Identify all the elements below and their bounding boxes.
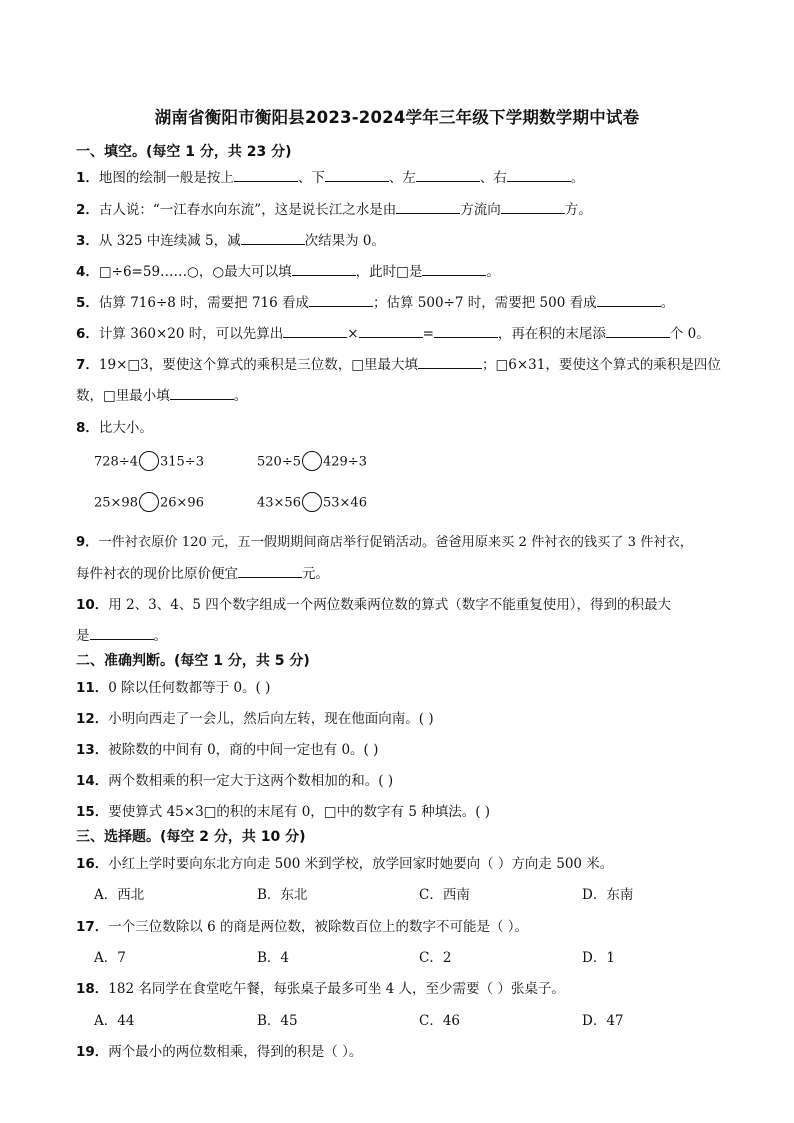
- question-text: 方流向: [460, 202, 501, 218]
- question-number: 9．: [76, 535, 99, 550]
- answer-blank[interactable]: [418, 356, 482, 369]
- option-a[interactable]: A．7: [94, 950, 126, 966]
- compare-left: 520÷5: [257, 454, 301, 470]
- option-d[interactable]: D．东南: [582, 887, 634, 903]
- question-4: [76, 260, 500, 280]
- question-16: [76, 852, 613, 872]
- question-14: [76, 769, 393, 789]
- question-text: 、右: [479, 170, 507, 186]
- answer-blank[interactable]: [606, 325, 670, 338]
- question-18: [76, 977, 565, 997]
- question-text: 每件衬衣的现价比原价便宜: [76, 566, 238, 582]
- compare-right: 53×46: [322, 495, 367, 511]
- question-9: [76, 531, 693, 550]
- question-text: 个 0。: [669, 326, 710, 342]
- answer-blank[interactable]: [507, 169, 571, 182]
- question-text: 用 2、3、4、5 四个数字组成一个两位数乘两位数的算式（数字不能重复使用），得到的积最大: [108, 597, 671, 613]
- section-fill-blank-heading: 一、填空。(每空 1 分，共 23 分): [76, 144, 292, 160]
- question-text: ，此时□是: [355, 264, 423, 280]
- compare-left: 25×98: [94, 495, 138, 511]
- compare-item: [257, 452, 367, 472]
- question-number: 14．: [76, 773, 109, 789]
- compare-circle[interactable]: [139, 451, 159, 471]
- section-judgement-heading: 二、准确判断。(每空 1 分，共 5 分): [76, 653, 310, 669]
- answer-blank[interactable]: [359, 325, 423, 338]
- answer-blank[interactable]: [241, 232, 305, 245]
- question-2: [76, 198, 592, 218]
- question-number: 15．: [76, 804, 109, 820]
- section-choice-heading: 三、选择题。(每空 2 分，共 10 分): [76, 829, 306, 845]
- question-text: 估算 716÷8 时，需要把 716 看成: [98, 295, 310, 311]
- question-text: 小明向西走了一会儿，然后向左转，现在他面向南。( ): [108, 711, 434, 727]
- answer-blank[interactable]: [416, 169, 480, 182]
- question-text: ×: [347, 326, 359, 342]
- compare-right: 315÷3: [159, 454, 204, 470]
- question-11: [76, 676, 270, 696]
- question-text: □÷6=59……○，○最大可以填: [98, 264, 292, 280]
- question-text: 0 除以任何数都等于 0。( ): [108, 680, 271, 696]
- question-text: 一个三位数除以 6 的商是两位数，被除数百位上的数字不可能是（ ）。: [108, 919, 529, 935]
- compare-item: [94, 493, 204, 513]
- question-7: [76, 353, 721, 373]
- question-17: [76, 915, 528, 935]
- question-text: 。: [570, 170, 585, 186]
- compare-right: 429÷3: [322, 454, 367, 470]
- question-text: 。: [486, 264, 500, 280]
- question-text: 182 名同学在食堂吃午餐，每张桌子最多可坐 4 人，至少需要（ ）张桌子。: [108, 981, 565, 997]
- question-13: [76, 738, 378, 758]
- question-number: 19．: [76, 1044, 109, 1060]
- question-number: 1．: [76, 170, 99, 186]
- question-text: 地图的绘制一般是按上: [98, 170, 234, 186]
- question-text: 、左: [388, 170, 416, 186]
- question-text: 是: [76, 628, 90, 644]
- question-text: 两个最小的两位数相乘，得到的积是（ ）。: [108, 1044, 363, 1060]
- compare-left: 728÷4: [94, 454, 138, 470]
- question-10-continued: [76, 624, 167, 644]
- question-number: 11．: [76, 680, 109, 696]
- answer-blank[interactable]: [597, 294, 661, 307]
- question-number: 10．: [76, 597, 109, 613]
- compare-item: [94, 452, 204, 472]
- question-19: [76, 1040, 362, 1060]
- answer-blank[interactable]: [90, 627, 154, 640]
- question-text: 、下: [297, 170, 325, 186]
- answer-blank[interactable]: [501, 201, 565, 214]
- answer-blank[interactable]: [434, 325, 498, 338]
- option-c[interactable]: C．2: [419, 950, 452, 966]
- question-12: [76, 707, 434, 727]
- compare-circle[interactable]: [302, 451, 322, 471]
- answer-blank[interactable]: [325, 169, 389, 182]
- answer-blank[interactable]: [283, 325, 347, 338]
- question-5: [76, 291, 674, 311]
- question-text: 小红上学时要向东北方向走 500 米到学校，放学回家时她要向（ ）方向走 500 米。: [108, 856, 614, 872]
- question-number: 2．: [76, 202, 99, 218]
- compare-circle[interactable]: [302, 492, 322, 512]
- answer-blank[interactable]: [292, 263, 356, 276]
- question-1: [76, 166, 584, 186]
- compare-right: 26×96: [159, 495, 204, 511]
- question-text: 元。: [302, 566, 329, 582]
- option-d[interactable]: D．47: [582, 1013, 624, 1029]
- question-text: 19×□3，要使这个算式的乘积是三位数，□里最大填: [98, 357, 418, 373]
- question-number: 4．: [76, 264, 99, 280]
- question-text: ；□6×31，要使这个算式的乘积是四位: [482, 357, 721, 373]
- question-number: 6．: [76, 326, 99, 342]
- option-b[interactable]: B．东北: [257, 887, 308, 903]
- question-9-continued: [76, 562, 329, 582]
- question-text: 。: [153, 628, 167, 644]
- question-text: =: [422, 326, 434, 342]
- answer-blank[interactable]: [396, 201, 460, 214]
- question-3: [76, 229, 385, 249]
- question-text: 。: [660, 295, 675, 311]
- exam-title: 湖南省衡阳市衡阳县2023-2024学年三年级下学期数学期中试卷: [154, 108, 640, 127]
- question-text: 一件衬衣原价 120 元，五一假期期间商店举行促销活动。爸爸用原来买 2 件衬衣的钱买了 3 件衬衣，: [98, 535, 693, 550]
- question-number: 16．: [76, 856, 109, 872]
- compare-item: [257, 493, 367, 513]
- question-number: 8．: [76, 420, 99, 436]
- option-d[interactable]: D．1: [582, 950, 615, 966]
- option-c[interactable]: C．西南: [419, 887, 470, 903]
- option-c[interactable]: C．46: [419, 1013, 461, 1029]
- answer-blank[interactable]: [170, 387, 234, 400]
- question-text: 方。: [564, 202, 592, 218]
- question-number: 5．: [76, 295, 99, 311]
- question-text: 比大小。: [98, 420, 153, 436]
- question-15: [76, 800, 490, 820]
- question-6: [76, 322, 710, 342]
- question-number: 18．: [76, 981, 109, 997]
- question-text: 古人说：“一江春水向东流”，这是说长江之水是由: [98, 202, 397, 218]
- answer-blank[interactable]: [238, 565, 302, 578]
- question-text: ，再在积的末尾添: [497, 326, 606, 342]
- question-8: [76, 416, 153, 436]
- question-text: 被除数的中间有 0，商的中间一定也有 0。( ): [108, 742, 379, 758]
- question-text: 。: [233, 388, 248, 404]
- question-number: 13．: [76, 742, 109, 758]
- compare-left: 43×56: [257, 495, 301, 511]
- question-text: 要使算式 45×3□的积的末尾有 0，□中的数字有 5 种填法。( ): [108, 804, 491, 820]
- question-7-continued: [76, 384, 247, 404]
- compare-circle[interactable]: [139, 492, 159, 512]
- question-text: 计算 360×20 时，可以先算出: [98, 326, 284, 342]
- question-number: 7．: [76, 357, 99, 373]
- option-b[interactable]: B．4: [257, 950, 290, 966]
- answer-blank[interactable]: [422, 263, 486, 276]
- question-text: 从 325 中连续减 5，减: [98, 233, 241, 249]
- question-number: 3．: [76, 233, 99, 249]
- question-text: 数，□里最小填: [76, 388, 170, 404]
- question-10: [76, 593, 671, 613]
- question-text: 两个数相乘的积一定大于这两个数相加的和。( ): [108, 773, 394, 789]
- question-text: 次结果为 0。: [304, 233, 386, 249]
- answer-blank[interactable]: [234, 169, 298, 182]
- answer-blank[interactable]: [309, 294, 373, 307]
- option-b[interactable]: B．45: [257, 1013, 298, 1029]
- option-a[interactable]: A．44: [94, 1013, 135, 1029]
- question-number: 17．: [76, 919, 109, 935]
- question-text: ；估算 500÷7 时，需要把 500 看成: [373, 295, 597, 311]
- question-number: 12．: [76, 711, 109, 727]
- option-a[interactable]: A．西北: [94, 887, 145, 903]
